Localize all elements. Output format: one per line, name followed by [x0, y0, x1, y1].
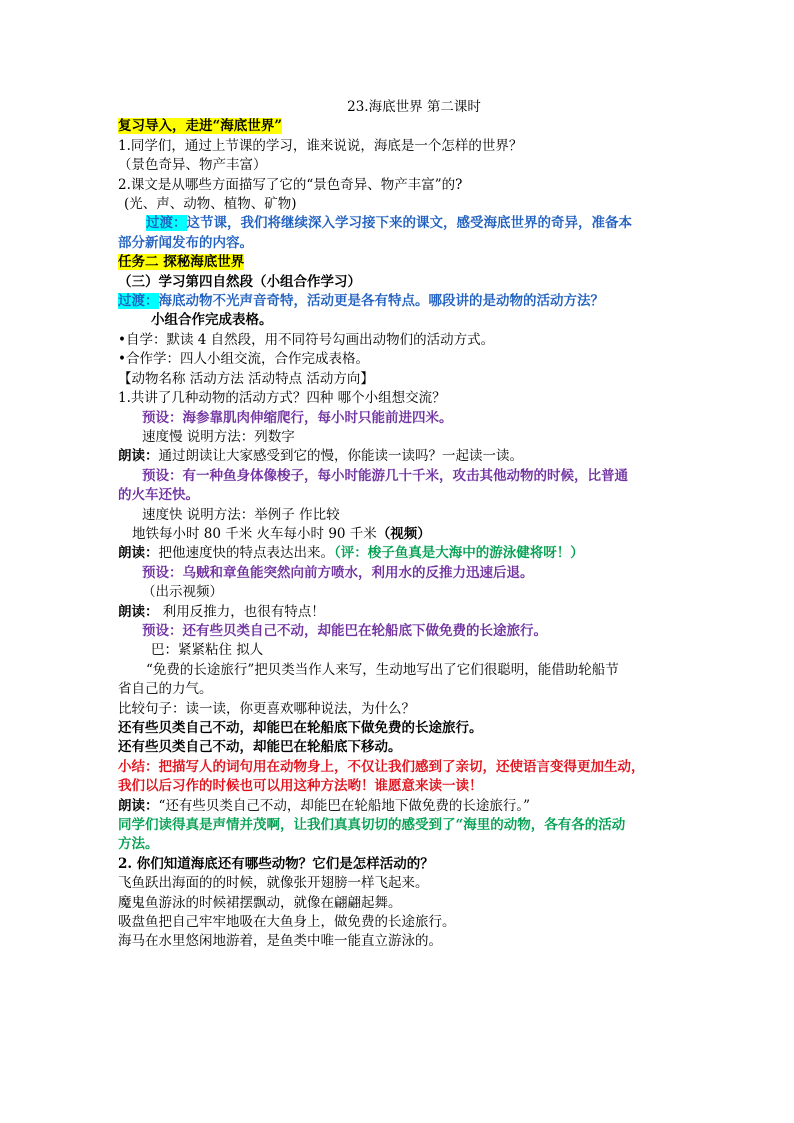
example-3: 吸盘鱼把自己牢牢地吸在大鱼身上，做免费的长途旅行。	[118, 914, 456, 931]
comment: （评：梭子鱼真是大海中的游泳健将呀！）	[334, 545, 584, 562]
preset-2-cont: 的火车还快。	[118, 487, 199, 504]
transition-1	[118, 214, 680, 233]
transition-1-cont: 部分新闻发布的内容。	[118, 234, 253, 251]
read-2-text: 把他速度快的特点表达出来。	[158, 545, 334, 562]
quote-explanation: “免费的长途旅行”把贝类当作人来写，生动地写出了它们很聪明，能借助轮船节	[146, 661, 619, 678]
summary-cont: 我们以后习作的时候也可以用这种方法哟！谁愿意来读一读！	[118, 778, 483, 795]
preset-4: 预设：还有些贝类自己不动，却能巴在轮船底下做免费的长途旅行。	[142, 622, 547, 639]
read-4	[118, 797, 680, 816]
page-title: 23.海底世界 第二课时	[347, 99, 481, 115]
speed-slow: 速度慢 说明方法：列数字	[142, 428, 295, 445]
group-table-note: 小组合作完成表格。	[151, 312, 273, 329]
ba-note: 巴：紧紧粘住 拟人	[151, 642, 264, 659]
praise-cont: 方法。	[118, 836, 159, 853]
example-1: 飞鱼跃出海面的的时候，就像张开翅膀一样飞起来。	[118, 875, 429, 892]
read-2-label: 朗读：	[118, 545, 159, 562]
question-3: 1.共讲了几种动物的活动方式？四种 哪个小组想交流？	[118, 390, 446, 407]
answer-2: (光、声、动物、植物、矿物)	[124, 196, 297, 213]
speed-fast: 速度快 说明方法：举例子 作比较	[142, 506, 340, 523]
preset-3: 预设：乌贼和章鱼能突然向前方喷水，利用水的反推力迅速后退。	[142, 564, 534, 581]
question-2: 2.课文是从哪些方面描写了它的“景色奇异、物产丰富”的?	[118, 176, 463, 193]
transition-1-text: 这节课，我们将继续深入学习接下来的课文，感受海底世界的奇异，准备本	[186, 215, 632, 232]
preset-1: 预设：海参靠肌肉伸缩爬行，每小时只能前进四米。	[142, 409, 453, 426]
speed-compare	[118, 525, 680, 544]
show-video: （出示视频）	[142, 584, 223, 601]
read-3-label: 朗读：	[118, 603, 159, 620]
example-2: 魔鬼鱼游泳的时候裙摆飘动，就像在翩翩起舞。	[118, 894, 402, 911]
read-1-text: 通过朗读让大家感受到它的慢，你能读一读吗？一起读一读。	[158, 448, 523, 465]
read-1-label: 朗读：	[118, 448, 159, 465]
transition-2-label: 过渡：	[118, 293, 159, 310]
praise: 同学们读得真是声情并茂啊，让我们真真切切的感受到了“海里的动物，各有各的活动	[118, 817, 626, 834]
read-2	[118, 544, 680, 563]
self-study: •自学：默读 4 自然段，用不同符号勾画出动物们的活动方式。	[118, 331, 495, 348]
answer-1: （景色奇异、物产丰富）	[118, 157, 267, 174]
question-4: 2. 你们知道海底还有哪些动物？它们是怎样活动的？	[118, 855, 434, 872]
summary: 小结：把描写人的词句用在动物身上，不仅让我们感到了亲切，还使语言变得更加生动，	[118, 758, 645, 775]
transition-2	[118, 292, 680, 311]
read-3	[118, 603, 680, 622]
coop-study: •合作学：四人小组交流，合作完成表格。	[118, 351, 369, 368]
read-3-text: 利用反推力，也很有特点！	[158, 603, 325, 620]
preset-2: 预设：有一种鱼身体像梭子，每小时能游几十千米，攻击其他动物的时候，比普通	[142, 467, 628, 484]
sentence-1: 还有些贝类自己不动，却能巴在轮船底下做免费的长途旅行。	[118, 720, 483, 736]
speed-compare-text: 地铁每小时 80 千米 火车每小时 90 千米	[132, 525, 377, 542]
task-2-heading: 任务二 探秘海底世界	[118, 254, 245, 271]
question-1: 1.同学们，通过上节课的学习，谁来说说，海底是一个怎样的世界？	[118, 137, 523, 154]
compare-sentences: 比较句子：读一读，你更喜欢哪种说法，为什么？	[118, 700, 415, 717]
read-4-text: “还有些贝类自己不动，却能巴在轮船地下做免费的长途旅行。”	[158, 797, 531, 814]
quote-explanation-cont: 省自己的力气。	[118, 681, 213, 698]
lesson-plan-body	[118, 98, 680, 952]
sentence-2: 还有些贝类自己不动，却能巴在轮船底下移动。	[118, 739, 402, 756]
section-review-heading: 复习导入，走进“海底世界”	[118, 118, 283, 135]
example-4: 海马在水里悠闲地游着，是鱼类中唯一能直立游泳的。	[118, 933, 442, 950]
table-header: 【动物名称 活动方法 活动特点 活动方向】	[118, 370, 374, 387]
read-1	[118, 447, 680, 466]
video-tag: （视频）	[376, 525, 431, 542]
read-4-label: 朗读：	[118, 797, 159, 814]
transition-1-label: 过渡：	[146, 215, 187, 232]
part-3-heading: （三）学习第四自然段（小组合作学习）	[118, 273, 361, 290]
transition-2-text: 海底动物不光声音奇特，活动更是各有特点。哪段讲的是动物的活动方法？	[158, 293, 604, 310]
